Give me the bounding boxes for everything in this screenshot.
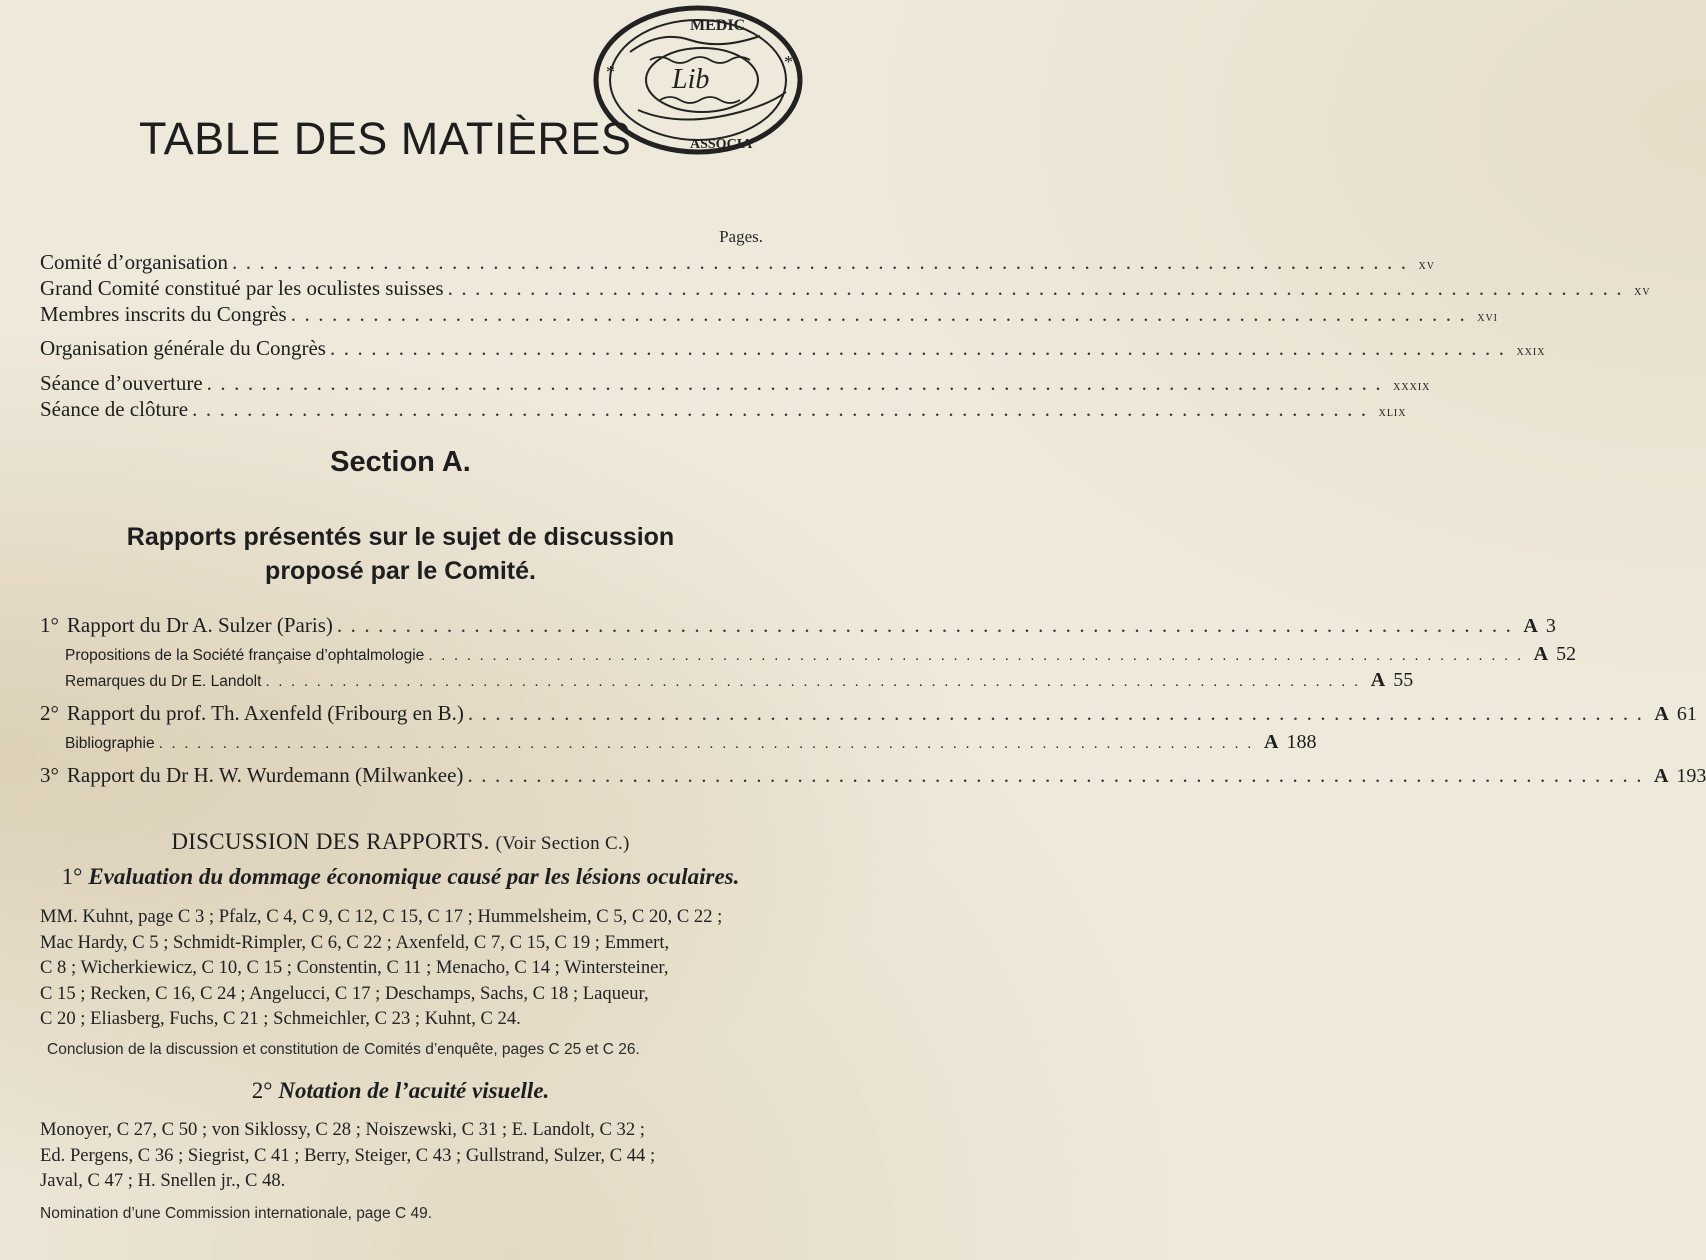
entry-page-number: 52 [1556,643,1577,665]
paragraph-line: Monoyer, C 27, C 50 ; von Siklossy, C 28 ; Noiszewski, C 31 ; E. Landolt, C 32 ; [40,1119,645,1140]
entry-page [1264,731,1316,754]
toc-entry[interactable] [40,371,1431,396]
section-subtitle [0,520,801,588]
toc-entry[interactable] [40,302,1499,327]
section-entry[interactable] [40,763,1706,788]
toc-entry-label: Séance de clôture [40,397,189,421]
paragraph-line: Javal, C 47 ; H. Snellen jr., C 48. [40,1170,286,1192]
section-entry[interactable] [40,701,1697,726]
entry-page [1371,669,1413,692]
paragraph-line: MM. Kuhnt, page C 3 ; Pfalz, C 4, C 9, C 12, C 15, C 17 ; Hummelsheim, C 5, C 20, C 22 ; [40,906,723,927]
toc-entry-label: Membres inscrits du Congrès [40,302,287,326]
toc-entry[interactable] [40,250,1435,275]
participants-paragraph [40,904,764,1032]
discussion-title-note: (Voir Section C.) [495,833,630,854]
leader-dots: ...................................................................................... [232,250,1415,274]
entry-page-number: 61 [1676,703,1697,725]
entry-page-number: 193 [1676,765,1706,787]
entry-page [1654,703,1696,726]
entry-label: Bibliographie [65,735,155,752]
entry-page [1534,643,1576,666]
entry-letter: A [1263,731,1279,753]
paragraph-line: Mac Hardy, C 5 ; Schmidt-Rimpler, C 6, C 22 ; Axenfeld, C 7, C 15, C 19 ; Emmert, [40,931,670,953]
leader-dots: ...................................................................................... [158,735,1260,752]
entry-number: 2° [40,701,59,725]
subheading-text: Notation de l’acuité visuelle. [278,1078,550,1103]
section-entry[interactable] [40,669,1414,692]
subheading-number: 1° [61,864,83,889]
discussion-subheading [0,1078,801,1104]
leader-dots: ...................................................................................... [467,701,1651,725]
leader-dots: ...................................................................................... [206,371,1390,395]
toc-entry-label: Comité d’organisation [40,250,229,274]
section-subtitle-line: Rapports présentés sur le sujet de discussion [126,523,675,551]
leader-dots: ...................................................................................... [467,763,1650,787]
entry-page [1523,615,1555,638]
entry-page-number: 55 [1393,669,1414,691]
entry-number: 1° [40,613,59,637]
entry-label: Propositions de la Société française d’ophtalmologie [65,647,425,664]
leader-dots: ...................................................................................... [265,673,1367,690]
svg-text:MEDIC: MEDIC [690,17,746,34]
discussion-title-text: DISCUSSION DES RAPPORTS. [171,829,490,854]
toc-entry[interactable] [40,397,1407,422]
toc-entry[interactable] [40,336,1546,361]
toc-entry-page: xxxix [1393,379,1431,394]
toc-entry-label: Organisation générale du Congrès [40,336,326,360]
toc-entry-label: Séance d’ouverture [40,371,203,395]
entry-letter: A [1653,765,1669,787]
subheading-number: 2° [251,1078,273,1103]
leader-dots: ...................................................................................... [428,647,1530,664]
svg-text:*: * [606,62,615,82]
svg-text:Lib: Lib [672,64,710,95]
toc-entry-page: xxix [1516,344,1546,359]
entry-page [1654,765,1706,788]
toc-entry[interactable] [40,276,1651,301]
discussion-title [0,829,801,855]
leader-dots: ...................................................................................... [336,613,1520,637]
entry-label: Remarques du Dr E. Landolt [65,673,262,690]
paragraph-line: C 8 ; Wicherkiewicz, C 10, C 15 ; Constentin, C 11 ; Menacho, C 14 ; Wintersteiner, [40,957,669,979]
entry-label: Rapport du Dr H. W. Wurdemann (Milwankee) [66,763,464,787]
toc-entry-page: xv [1418,258,1435,273]
page-title: TABLE DES MATIÈRES [139,113,632,164]
toc-entry-page: xvi [1477,310,1499,325]
leader-dots: ...................................................................................... [447,276,1631,300]
discussion-note: Conclusion de la discussion et constitution de Comités d’enquête, pages C 25 et C 26. [47,1041,640,1058]
toc-entry-label: Grand Comité constitué par les oculistes suisses [40,276,444,300]
entry-number: 3° [40,763,59,787]
entry-letter: A [1533,643,1549,665]
entry-letter: A [1654,703,1669,725]
toc-entry-page: xv [1634,284,1651,299]
pages-column-header: Pages. [719,227,763,246]
section-title: Section A. [330,446,471,478]
subheading-text: Evaluation du dommage économique causé par les lésions oculaires. [88,864,740,889]
leader-dots: ...................................................................................... [192,397,1375,421]
entry-page-number: 3 [1545,615,1556,637]
svg-text:*: * [784,52,793,72]
paragraph-line: Ed. Pergens, C 36 ; Siegrist, C 41 ; Berry, Steiger, C 43 ; Gullstrand, Sulzer, C 44 ; [40,1144,656,1166]
section-entry[interactable] [40,643,1577,666]
entry-label: Rapport du prof. Th. Axenfeld (Fribourg en B.) [66,701,464,725]
svg-text:ASSOCIA: ASSOCIA [690,137,753,152]
entry-letter: A [1370,669,1386,691]
discussion-note: Nomination d’une Commission internationale, page C 49. [40,1205,433,1222]
paragraph-line: C 20 ; Eliasberg, Fuchs, C 21 ; Schmeichler, C 23 ; Kuhnt, C 24. [40,1008,521,1030]
section-entry[interactable] [40,731,1317,754]
participants-paragraph [40,1117,764,1194]
leader-dots: ...................................................................................... [329,336,1513,360]
entry-letter: A [1523,615,1538,637]
toc-entry-page: xlix [1378,405,1407,420]
paragraph-line: C 15 ; Recken, C 16, C 24 ; Angelucci, C 17 ; Deschamps, Sachs, C 18 ; Laqueur, [40,982,649,1004]
section-entry[interactable] [40,613,1556,638]
discussion-subheading [0,864,801,890]
entry-page-number: 188 [1286,731,1317,753]
section-subtitle-line: proposé par le Comité. [265,557,536,585]
entry-label: Rapport du Dr A. Sulzer (Paris) [66,613,333,637]
leader-dots: ...................................................................................... [290,302,1474,326]
